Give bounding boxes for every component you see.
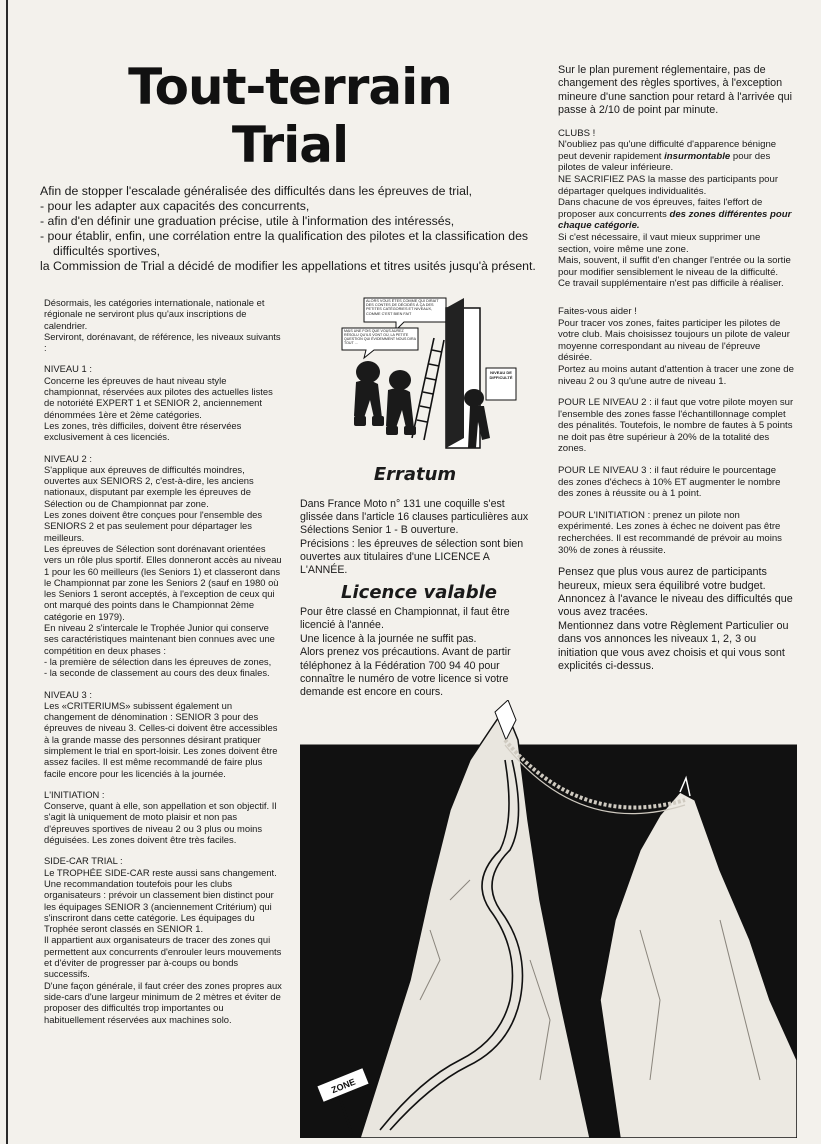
intro-list (40, 199, 545, 259)
section-heading-niveau-3: NIVEAU 3 : (44, 688, 92, 700)
section-heading-aide: Faites-vous aider ! (558, 305, 637, 317)
left-column (44, 297, 282, 1025)
paragraph: Si c'est nécessaire, il vaut mieux supprimer une section, voire même une zone. (558, 231, 761, 255)
intro-paragraph (40, 184, 545, 274)
paragraph: Dans France Moto n° 131 une coquille s'est glissée dans l'article 16 clauses particulières aux Sélections Senior 1 - B ouverture. (300, 498, 529, 537)
paragraph: Désormais, les catégories internationale, nationale et régionale ne serviront plus qu'aux inscriptions de calendrier. (44, 297, 265, 331)
door (446, 298, 464, 448)
text-run: N'oubliez pas qu'une difficulté d'apparence bénigne peut devenir rapidement (558, 139, 777, 162)
list-item: - la seconde de classement au cours des deux finales. (44, 667, 270, 679)
bubble-text-2: MAIS UNE FOIS QUE VOUS AUREZ RÉSOLU QU'ILS VONT OÙ, LA PETITE QUESTION QUI ÉVIDEMMENT NOUS DIRA TOUT ... (344, 329, 416, 346)
phase-list (44, 656, 282, 679)
right-column (558, 64, 794, 673)
paragraph: Les zones doivent être conçues pour l'ensemble des SENIORS 2 et pas seulement pour départager les meilleurs. (44, 509, 263, 543)
paragraph: D'une façon générale, il faut créer des zones propres aux side-cars d'une largeur minimum de 2 mètres et éviter de proposer des difficultés trop importantes ou habituellement réservées aux machines solo. (44, 979, 282, 1025)
bubble-text-1: ALORS VOUS ÊTES COMME QUI DIRAIT DES CONTES DE DÉCIDÉS À ÇA DES PETITES CATÉGORIES ET NIVEAUX, COMME C'EST BIEN FAIT (366, 299, 439, 316)
paragraph: Mentionnez dans votre Règlement Particulier ou dans vos annonces les niveaux 1, 2, 3 ou initiation que vous avez choisis et qui vous sont explicités ci-dessus. (558, 619, 789, 673)
erratum-box (300, 498, 538, 577)
paragraph (558, 139, 794, 174)
zone-sign-text: ZONE (329, 1076, 357, 1096)
paragraph (558, 197, 794, 232)
paragraph: Mais, souvent, il suffit d'en changer l'entrée ou la sortie pour modifier sensiblement le niveau de la difficulté. (558, 255, 791, 278)
paragraph-niveau-2: POUR LE NIVEAU 2 : il faut que votre pilote moyen sur l'ensemble des zones fasse l'échantillonnage complet des pénalités. Toutefois, le nombre de fautes à 5 points ne doit pas être supérieur à 20% de la totalité des zones. (558, 397, 794, 455)
wall-sign-text: NIVEAU DE DIFFICULTÉ (489, 370, 513, 380)
paragraph: Les «CRITERIUMS» subissent également un changement de dénomination : SENIOR 3 pour des épreuves de niveau 3. Celles-ci doivent être accessibles à la grande masse des personnes désirant pratiquer simplement le trial en sport-loisir. Les zones doivent être assez faciles. Il est même recommandé de faire plus facile encore pour les licenciés à la journée. (44, 699, 278, 779)
section-heading-clubs: CLUBS ! (558, 127, 596, 139)
cartoon-illustration (334, 288, 530, 458)
erratum-heading: Erratum (373, 464, 457, 485)
title-line-2: Trial (231, 116, 349, 174)
intro-lead: Afin de stopper l'escalade généralisée des difficultés dans les épreuves de trial, (40, 184, 473, 198)
paragraph: En niveau 2 s'intercale le Trophée Junior qui conserve ses caractéristiques maintenant bien connues avec une compétition en deux phases : (44, 622, 275, 656)
paragraph: Pensez que plus vous aurez de participants heureux, mieux sera équilibré votre budget. (558, 566, 767, 592)
text-run: Dans chacune de vos épreuves, faites l'effort de proposer aux concurrents (558, 197, 763, 220)
paragraph: Il appartient aux organisateurs de tracer des zones qui permettent aux concurrents d'enrouler leurs mouvements et d'éviter de progresser par à-coups ou bonds successifs. (44, 934, 282, 980)
paragraph: Pour être classé en Championnat, il faut être licencié à l'année. (300, 606, 510, 632)
paragraph: Pour tracer vos zones, faites participer les pilotes de votre club. Mais choisissez toujours un pilote de valeur moyenne correspondant au niveau de l'épreuve désirée. (558, 317, 790, 364)
section-heading-niveau-2: NIVEAU 2 : (44, 452, 92, 464)
paragraph: Ce travail supplémentaire n'est pas difficile à réaliser. (558, 278, 784, 290)
list-item: - la première de sélection dans les épreuves de zones, (44, 655, 272, 667)
paragraph: NE SACRIFIEZ PAS la masse des participants pour départager quelques individualités. (558, 174, 779, 197)
paragraph: Annoncez à l'avance le niveau des difficultés que vous avez tracées. (558, 593, 793, 619)
article-title (100, 58, 480, 174)
paragraph: Serviront, dorénavant, de référence, les niveaux suivants : (44, 330, 281, 354)
emphasis: des zones différentes pour chaque catégorie. (558, 208, 792, 232)
licence-box (300, 606, 540, 700)
paragraph: Une licence à la journée ne suffit pas. (300, 632, 477, 645)
paragraph: Précisions : les épreuves de sélection sont bien ouvertes aux titulaires d'une LICENCE A L'ANNÉE. (300, 537, 524, 577)
text-run: pour des pilotes de valeur inférieure. (558, 150, 771, 174)
paragraph: Le TROPHÉE SIDE-CAR reste aussi sans changement. Une recommandation toutefois pour les clubs organisateurs : prévoir un classement bien distinct pour les équipages SENIOR 3 (anciennement Critérium) qui s'inscriront dans cette catégorie. Les équipages du Trophée seront classés en SENIOR 1. (44, 866, 277, 935)
paragraph: Portez au moins autant d'attention à tracer une zone de niveau 2 ou 3 qu'une autre de niveau 1. (558, 363, 794, 387)
intro-item: - afin d'en définir une graduation précise, utile à l'information des intéressés, (40, 214, 455, 228)
paragraph: Les épreuves de Sélection sont dorénavant orientées vers un rôle plus sportif. Elles donneront accès au niveau 1 pour les 60 meilleurs (les Seniors 1) et classeront dans le Championnat par zone les Seniors 2 (sauf en 1980 où les Seniors 1 seront acceptés, à l'exception de ceux qui ont marqué des points dans le Championnat 2ème catégorie en 1979). (44, 542, 282, 622)
paragraph: Concerne les épreuves de haut niveau style championnat, réservées aux pilotes des actuelles listes de notoriété EXPERT 1 et SENIOR 2, anciennement dénommées 1ère et 2ème catégories. (44, 374, 273, 420)
paragraph-initiation: POUR L'INITIATION : prenez un pilote non expérimenté. Les zones à échec ne doivent pas être recherchées. Il est recommandé de prévoir au moins 30% de zones à réussite. (558, 509, 782, 556)
mountain-illustration (300, 700, 797, 1138)
section-heading-initiation: L'INITIATION : (44, 788, 105, 800)
intro-conclusion: la Commission de Trial a décidé de modifier les appellations et titres usités jusqu'à présent. (40, 259, 536, 273)
intro-item: - pour les adapter aux capacités des concurrents, (40, 199, 310, 213)
licence-heading: Licence valable (341, 582, 497, 603)
paragraph-niveau-3: POUR LE NIVEAU 3 : il faut réduire le pourcentage des zones d'échecs à 10% ET augmenter le nombre des zones à réussite ou à 1 point. (558, 465, 781, 500)
paragraph: Les zones, très difficiles, doivent être réservées exclusivement à ces licenciés. (44, 419, 242, 443)
paragraph: Sur le plan purement réglementaire, pas de changement des règles sportives, à l'exception mineure d'une sanction pour retard à l'arrivée qui passe à 2/10 de point par minute. (558, 64, 792, 117)
section-heading-niveau-1: NIVEAU 1 : (44, 363, 92, 375)
paragraph: Alors prenez vos précautions. Avant de partir téléphonez à la Fédération 700 94 40 pour connaître le numéro de votre licence si votre demande est encore en cours. (300, 646, 511, 699)
emphasis: insurmontable (664, 150, 731, 162)
paragraph: S'applique aux épreuves de difficultés moindres, ouvertes aux SENIORS 2, c'est-à-dire, les anciens nationaux, disputant par exemple les épreuves de Sélection ou de Championnat par zone. (44, 463, 254, 509)
intro-item: - pour établir, enfin, une corrélation entre la qualification des pilotes et la classification des difficultés sportives, (40, 229, 529, 258)
page-edge (6, 0, 8, 1144)
paragraph: Conserve, quant à elle, son appellation et son objectif. Il s'agit là uniquement de moto plaisir et non pas d'épreuves sportives de niveau 2 ou 3 plus ou moins déguisées. Les zones doivent être très faciles. (44, 800, 277, 846)
section-heading-side-car: SIDE-CAR TRIAL : (44, 855, 123, 867)
title-line-1: Tout-terrain (128, 58, 452, 116)
